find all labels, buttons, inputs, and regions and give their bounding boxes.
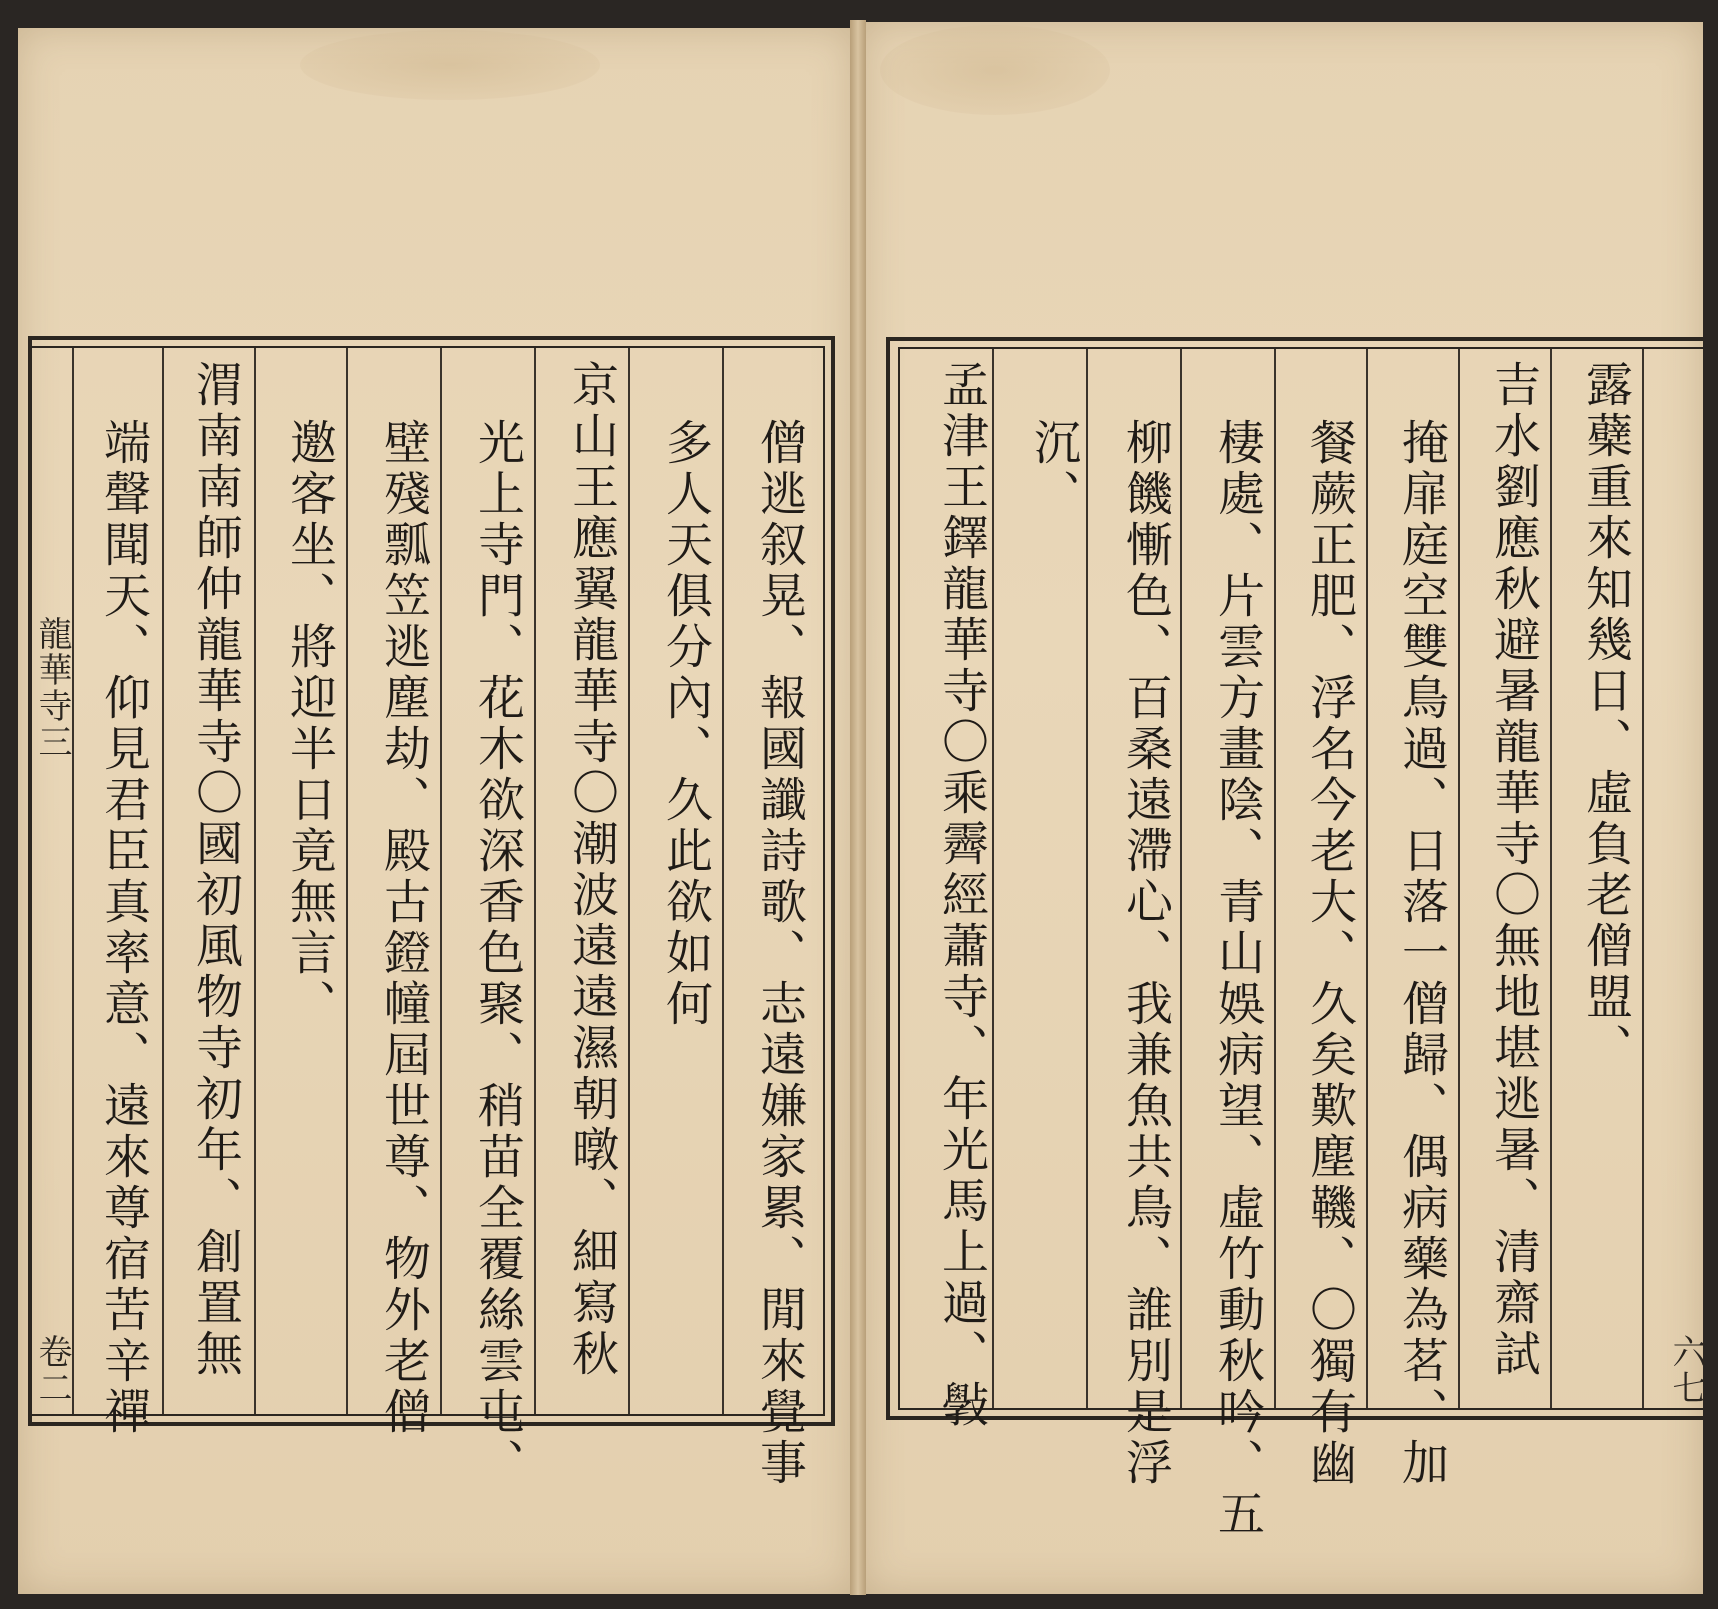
text-column: 吉水劉應秋避暑龍華寺〇無地堪逃暑、清齋試: [1486, 360, 1541, 1380]
text-column: 柳饑慚色、百桑遠滯心、我兼魚共鳥、誰別是浮: [1118, 418, 1173, 1489]
book-gutter: [850, 20, 866, 1595]
volume-number: 卷二: [32, 1334, 72, 1406]
column-rule: [72, 348, 74, 1414]
column-rule: [1366, 349, 1368, 1408]
column-rule: [628, 348, 630, 1414]
column-rule: [1458, 349, 1460, 1408]
column-rule: [440, 348, 442, 1414]
column-rule: [254, 348, 256, 1414]
column-rule: [162, 348, 164, 1414]
text-column: 掩扉庭空雙鳥過、日落一僧歸、偶病藥為茗、加: [1394, 418, 1449, 1489]
text-column: 壁殘瓢笠逃塵劫、殿古鐙幢屆世尊、物外老僧: [376, 418, 431, 1438]
column-rule: [722, 348, 724, 1414]
text-column: 端聲聞天、仰見君臣真率意、遠來尊宿苦辛禪: [96, 418, 151, 1438]
folio-number: 六七: [1666, 1334, 1706, 1406]
column-rule: [346, 348, 348, 1414]
paper-stain: [880, 25, 1110, 115]
text-column: 露蘗重來知幾日、虛負老僧盟、: [1578, 360, 1633, 1074]
column-rule: [1274, 349, 1276, 1408]
text-column: 邀客坐、將迎半日竟無言、: [282, 418, 337, 1030]
column-rule: [1550, 349, 1552, 1408]
paper-stain: [300, 30, 600, 100]
text-column: 餐蕨正肥、浮名今老大、久矣歎塵鞿、〇獨有幽: [1302, 418, 1357, 1489]
text-column: 棲處、片雲方畫陰、青山娛病望、虛竹動秋吟、五: [1210, 418, 1265, 1540]
column-rule: [1180, 349, 1182, 1408]
text-column: 僧逃叙晃、報國讖詩歌、志遠嫌家累、閒來覺事: [752, 418, 807, 1489]
column-rule: [1086, 349, 1088, 1408]
text-column: 多人天俱分內、久此欲如何: [658, 418, 713, 1030]
column-rule: [1642, 349, 1644, 1408]
column-rule: [534, 348, 536, 1414]
text-column: 京山王應翼龍華寺〇潮波遠遠濕朝暾、細寫秋: [564, 360, 619, 1380]
text-column: 渭南南師仲龍華寺〇國初風物寺初年、創置無: [188, 360, 243, 1380]
margin-title: 龍華寺三: [32, 616, 72, 760]
text-column: 光上寺門、花木欲深香色聚、稍苗全覆絲雲屯、: [470, 418, 525, 1489]
text-column: 孟津王鐸龍華寺〇乘霽經蕭寺、年光馬上過、斅: [934, 360, 989, 1431]
column-rule: [992, 349, 994, 1408]
text-column: 沉、: [1026, 418, 1081, 520]
